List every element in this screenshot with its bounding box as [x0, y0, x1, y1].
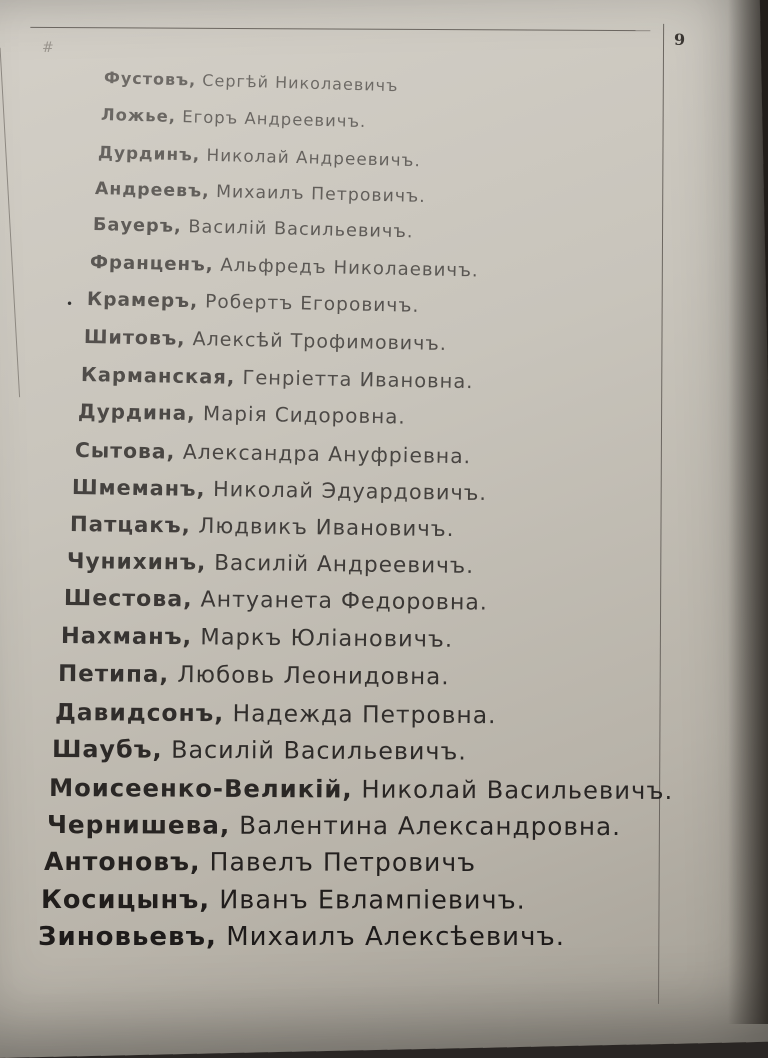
surname: Крамеръ,	[86, 289, 199, 313]
name-entry	[49, 773, 673, 805]
surname: Франценъ,	[89, 252, 214, 277]
page-number: 9	[674, 30, 686, 49]
surname: Антоновъ,	[43, 847, 201, 877]
given-names: Альфредъ Николаевичъ.	[219, 255, 479, 282]
surname: Зиновьевъ,	[38, 922, 217, 953]
given-names: Павелъ Петровичъ	[209, 847, 476, 878]
given-names: Николай Эдуардовичъ.	[213, 476, 488, 505]
name-entry	[61, 623, 453, 653]
given-names: Антуанета Федоровна.	[200, 587, 488, 616]
surname: Бауеръ,	[92, 215, 182, 238]
corner-mark: #	[42, 40, 54, 56]
given-names: Егоръ Андреевичъ.	[182, 106, 367, 131]
surname: Нахманъ,	[60, 623, 193, 651]
surname: Ложье,	[100, 104, 177, 126]
given-names: Генріетта Ивановна.	[242, 366, 474, 394]
left-border-rule	[0, 48, 20, 398]
name-entry	[44, 847, 476, 877]
name-entry	[52, 735, 467, 766]
surname: Чернишева,	[46, 810, 230, 840]
name-entry	[38, 922, 565, 952]
given-names: Любовь Леонидовна.	[177, 661, 450, 690]
given-names: Сергѣй Николаевичъ	[202, 70, 399, 96]
right-border-rule	[658, 24, 664, 1004]
surname: Дурдинъ,	[97, 141, 201, 165]
surname: Шитовъ,	[83, 326, 186, 351]
given-names: Иванъ Евлампіевичъ.	[219, 885, 526, 916]
page-edge-shadow	[728, 0, 768, 1024]
surname: Сытова,	[75, 437, 176, 464]
top-border-rule	[30, 27, 650, 31]
given-names: Василій Васильевичъ.	[171, 736, 468, 766]
name-entry	[55, 698, 497, 729]
name-entry	[64, 586, 488, 616]
given-names: Марія Сидоровна.	[203, 402, 407, 429]
name-entry	[41, 885, 526, 916]
surname: Шестова,	[63, 586, 193, 613]
given-names: Николай Андреевичъ.	[206, 144, 422, 170]
given-names: Михаилъ Петровичъ.	[216, 181, 427, 207]
given-names: Михаилъ Алексѣевичъ.	[226, 922, 566, 953]
bullet-mark: •	[66, 297, 74, 311]
name-entry	[69, 512, 454, 542]
given-names: Николай Васильевичъ.	[361, 774, 674, 805]
surname: Патцакъ,	[69, 511, 191, 539]
given-names: Людвикъ Ивановичъ.	[197, 513, 455, 542]
surname: Дурдина,	[77, 400, 197, 426]
given-names: Валентина Александровна.	[238, 810, 621, 842]
surname: Косицынъ,	[40, 884, 210, 916]
given-names: Алексѣй Трофимовичъ.	[192, 328, 448, 356]
given-names: Маркъ Юліановичъ.	[200, 624, 454, 654]
given-names: Робертъ Егоровичъ.	[204, 291, 420, 318]
given-names: Василій Васильевичъ.	[187, 217, 414, 243]
given-names: Александра Ануфріевна.	[182, 439, 472, 468]
given-names: Василій Андреевичъ.	[213, 550, 474, 579]
surname: Шмеманъ,	[72, 474, 207, 501]
name-entry	[47, 810, 621, 841]
surname: Шаубъ,	[52, 735, 164, 764]
surname: Моисеенко-Великій,	[49, 772, 354, 804]
surname: Давидсонъ,	[55, 697, 225, 728]
surname: Фустовъ,	[103, 68, 197, 90]
surname: Карманская,	[80, 363, 236, 390]
name-entry	[58, 661, 450, 690]
given-names: Надежда Петровна.	[232, 699, 497, 730]
surname: Чунихинъ,	[66, 548, 207, 576]
surname: Петипа,	[57, 660, 170, 688]
name-entry	[67, 549, 474, 579]
surname: Андреевъ,	[95, 178, 211, 202]
